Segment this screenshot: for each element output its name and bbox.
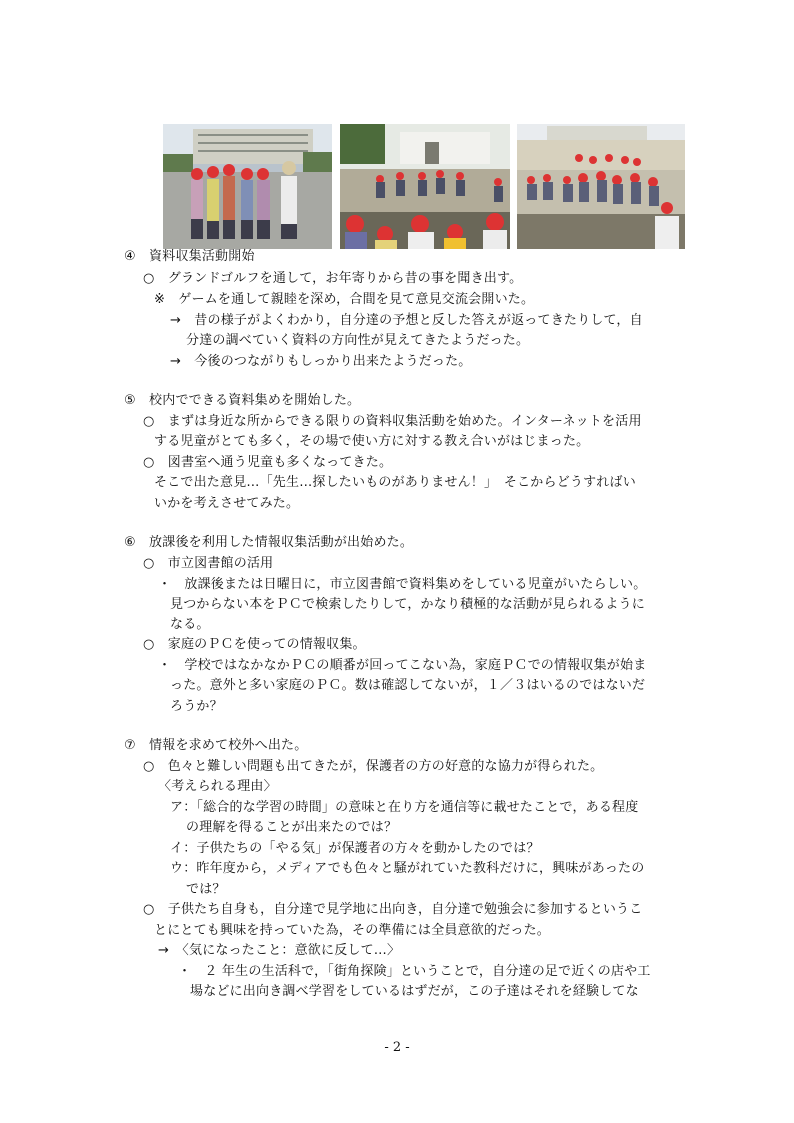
text-line: ⑦ 情報を求めて校外へ出た。	[124, 738, 308, 753]
text-line: の理解を得ることが出来たのでは？	[186, 820, 398, 835]
page-number: - 2 -	[384, 1040, 410, 1055]
text-line: ○ 色々と難しい問題も出てきたが，保護者の方の好意的な協力が得られた。	[143, 759, 604, 774]
text-line: 場などに出向き調べ学習をしているはずだが，この子達はそれを経験してな	[190, 984, 639, 999]
text-line: する児童がとても多く，その場で使い方に対する教え合いがはじまった。	[154, 434, 590, 449]
group-photo-field	[517, 124, 685, 249]
text-line: ろうか？	[170, 699, 223, 714]
text-line: → 〈気になったこと：意欲に反して…〉	[158, 943, 401, 958]
text-line: ○ 市立図書館の活用	[143, 556, 274, 571]
text-line: → 今後のつながりもしっかり出来たようだった。	[170, 354, 472, 369]
text-line: なる。	[170, 617, 210, 632]
text-line: ウ：昨年度から，メディアでも色々と騒がれていた教科だけに，興味があったの	[170, 861, 645, 876]
text-line: ・ ２ 年生の生活科で，「街角探険」ということで，自分達の足で近くの店や工	[178, 964, 651, 979]
text-line: ⑥ 放課後を利用した情報収集活動が出始めた。	[124, 535, 414, 550]
text-line: そこで出た意見…「先生…探したいものがありません！」 そこからどうすればい	[154, 475, 636, 490]
text-line: 見つからない本をＰＣで検索したりして，かなり積極的な活動が見られるように	[170, 597, 645, 612]
text-line: ⑤ 校内でできる資料集めを開始した。	[124, 393, 361, 408]
text-line: ア：「総合的な学習の時間」の意味と在り方を通信等に載せたことで，ある程度	[170, 800, 639, 815]
text-line: では？	[186, 882, 226, 897]
group-photo-schoolyard	[163, 124, 332, 249]
text-line: ○ グランドゴルフを通して，お年寄りから昔の事を聞き出す。	[143, 271, 523, 286]
text-line: ※ ゲームを通して親睦を深め，合間を見て意見交流会開いた。	[154, 292, 535, 307]
text-line: ④ 資料収集活動開始	[124, 249, 255, 264]
text-line: 〈考えられる理由〉	[158, 779, 277, 794]
group-photo-gathering	[340, 124, 510, 249]
text-line: ○ まずは身近な所からできる限りの資料収集活動を始めた。インターネットを活用	[143, 414, 642, 429]
text-line: ○ 家庭のＰＣを使っての情報収集。	[143, 637, 366, 652]
text-line: ・ 学校ではなかなかＰＣの順番が回ってこない為，家庭ＰＣでの情報収集が始ま	[158, 658, 647, 673]
text-line: った。意外と多い家庭のＰＣ。数は確認してないが，１／３はいるのではないだ	[170, 678, 646, 693]
text-line: いかを考えさせてみた。	[154, 496, 300, 511]
text-line: ○ 図書室へ通う児童も多くなってきた。	[143, 455, 393, 470]
text-line: ○ 子供たち自身も，自分達で見学地に出向き，自分達で勉強会に参加するというこ	[143, 902, 643, 917]
text-line: イ：子供たちの「やる気」が保護者の方々を動かしたのでは？	[170, 841, 540, 856]
text-line: → 昔の様子がよくわかり，自分達の予想と反した答えが返ってきたりして，自	[170, 313, 643, 328]
text-line: ・ 放課後または日曜日に，市立図書館で資料集めをしている児童がいたらしい。	[158, 577, 647, 592]
text-line: とにとても興味を持っていた為，その準備には全員意欲的だった。	[154, 923, 551, 938]
text-line: 分達の調べていく資料の方向性が見えてきたようだった。	[186, 333, 530, 348]
